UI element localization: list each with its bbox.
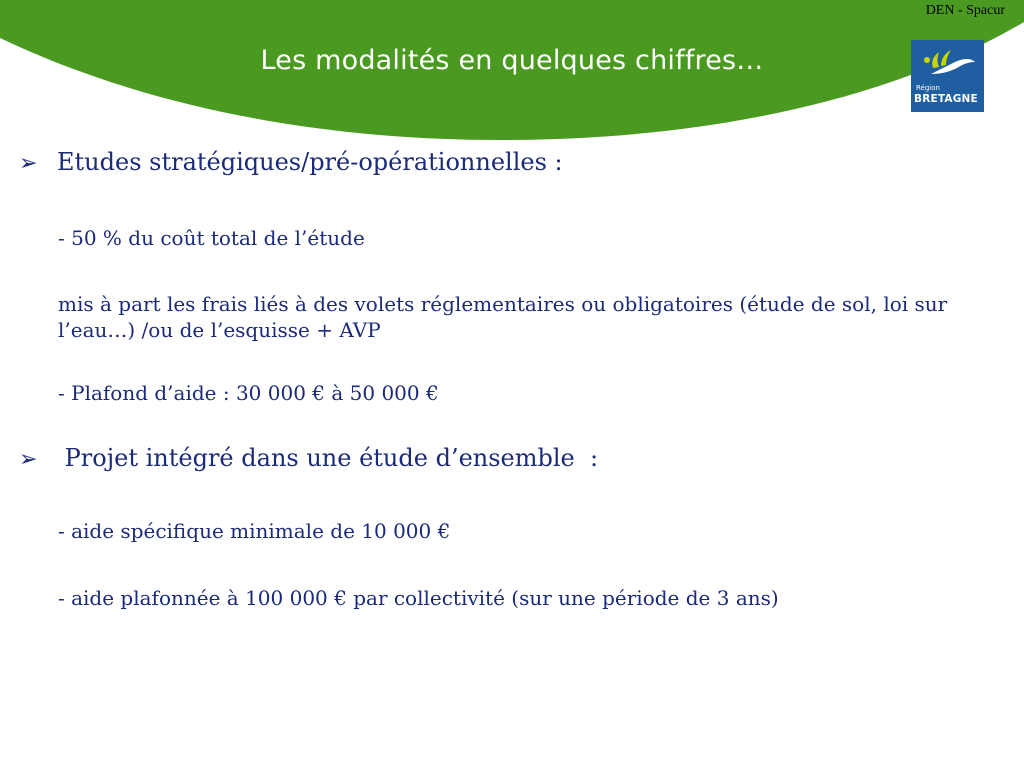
arrow-bullet-icon: ➢ bbox=[19, 447, 38, 472]
section-1-line-2: mis à part les frais liés à des volets réglementaires ou obligatoires (étude de sol, loi sur l’eau…) /ou de l’esquisse + AVP bbox=[58, 292, 948, 342]
section-heading-text: Etudes stratégiques/pré-opérationnelles : bbox=[57, 148, 563, 176]
header-right-note: DEN - Spacur bbox=[925, 3, 1005, 18]
arrow-bullet-icon: ➢ bbox=[19, 151, 38, 176]
section-1-line-1: - 50 % du coût total de l’étude bbox=[58, 226, 365, 250]
section-heading-1 bbox=[19, 147, 563, 179]
section-heading-2 bbox=[19, 443, 598, 475]
section-2-line-1: - aide spécifique minimale de 10 000 € bbox=[58, 519, 451, 543]
section-2-line-2: - aide plafonnée à 100 000 € par collectivité (sur une période de 3 ans) bbox=[58, 586, 779, 610]
section-heading-text: Projet intégré dans une étude d’ensemble : bbox=[57, 444, 599, 472]
logo-text-big: BRETAGNE bbox=[914, 93, 978, 105]
logo-text-small: Région bbox=[916, 84, 940, 92]
section-1-line-3: - Plafond d’aide : 30 000 € à 50 000 € bbox=[58, 381, 439, 405]
slide-title: Les modalités en quelques chiffres… bbox=[260, 45, 764, 76]
